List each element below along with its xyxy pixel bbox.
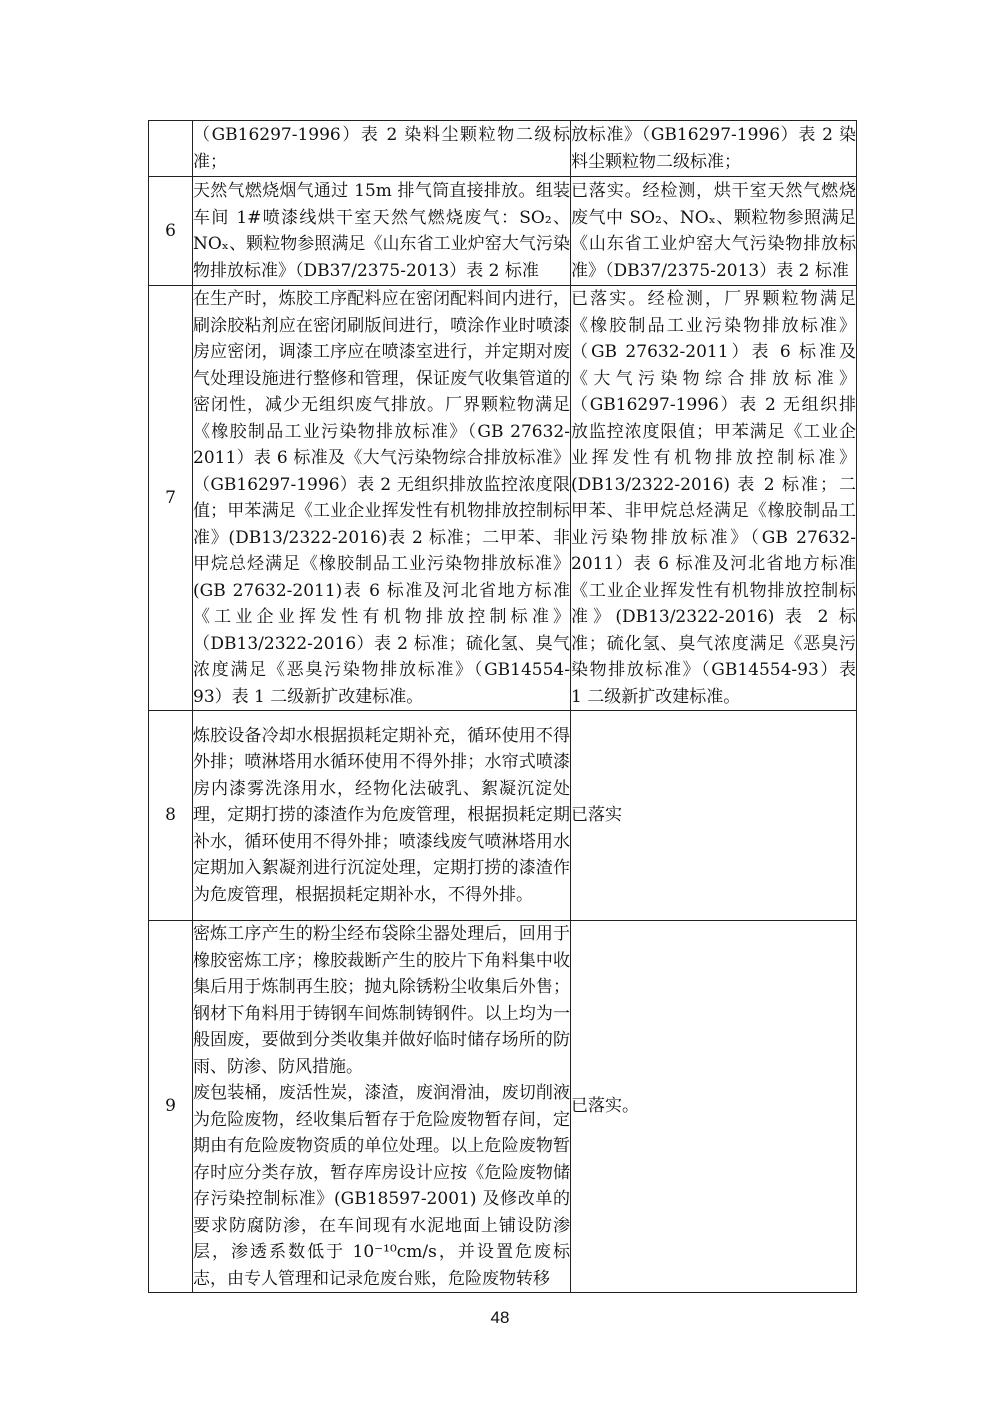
row-number: 8 bbox=[149, 711, 193, 921]
result-paragraph: 已落实 bbox=[571, 805, 622, 826]
result-paragraph: 已落实。经检测，烘干室天然气燃烧废气中 SO₂、NOₓ、颗粒物参照满足《山东省工业炉窑大气污染物排放标准》（DB37/2375-2013）表 2 标准 bbox=[571, 181, 856, 281]
result-cell bbox=[571, 921, 857, 1293]
requirement-paragraph: 在生产时，炼胶工序配料应在密闭配料间内进行，刷涂胶粘剂应在密闭刷版间进行，喷涂作业时喷漆房应密闭，调漆工序应在喷漆室进行，并定期对废气处理设施进行整修和管理，保证废气收集管道的密闭性，减少无组织废气排放。厂界颗粒物满足《橡胶制品工业污染物排放标准》（GB 27632-2011）表 6 标准及《大气污染物综合排放标准》（GB16297-1996）表 2 无组织排放监控浓度限值；甲苯满足《工业企业挥发性有机物排放控制标准》(DB13/2322-2016)表 2 标准；二甲苯、非甲烷总烃满足《橡胶制品工业污染物排放标准》(GB 27632-2011)表 6 标准及河北省地方标准《工业企业挥发性有机物排放控制标准》（DB13/2322-2016）表 2 标准；硫化氢、臭气浓度满足《恶臭污染物排放标准》（GB14554-93）表 1 二级新扩改建标准。 bbox=[193, 289, 570, 707]
row-number: 9 bbox=[149, 921, 193, 1293]
row-number: 7 bbox=[149, 286, 193, 711]
requirement-cell bbox=[193, 286, 571, 711]
table-row bbox=[149, 921, 857, 1293]
table-row bbox=[149, 711, 857, 921]
row-number: 6 bbox=[149, 177, 193, 286]
requirement-cell bbox=[193, 921, 571, 1293]
requirement-paragraph: （GB16297-1996）表 2 染料尘颗粒物二级标准； bbox=[193, 125, 570, 172]
result-paragraph: 已落实。经检测，厂界颗粒物满足《橡胶制品工业污染物排放标准》（GB 27632-2011）表 6 标准及《大气污染物综合排放标准》（GB16297-1996）表 2 无组织排放监控浓度限值；甲苯满足《工业企业挥发性有机物排放控制标准》(DB13/2322-2016) 表 2 标准；二甲苯、非甲烷总烃满足《橡胶制品工业污染物排放标准》（GB 27632-2011）表 6 标准及河北省地方标准《工业企业挥发性有机物排放控制标准》(DB13/2322-2016) 表 2 标准；硫化氢、臭气浓度满足《恶臭污染物排放标准》（GB14554-93）表 1 二级新扩改建标准。 bbox=[571, 289, 856, 707]
result-cell bbox=[571, 121, 857, 177]
result-cell bbox=[571, 286, 857, 711]
compliance-table bbox=[148, 120, 857, 1293]
requirement-paragraph: 废包装桶，废活性炭，漆渣，废润滑油，废切削液为危险废物，经收集后暂存于危险废物暂存间，定期由有危险废物资质的单位处理。以上危险废物暂存时应分类存放，暂存库房设计应按《危险废物储存污染控制标准》(GB18597-2001) 及修改单的要求防腐防渗，在车间现有水泥地面上铺设防渗层，渗透系数低于 10⁻¹⁰cm/s，并设置危废标志，由专人管理和记录危废台账，危险废物转移 bbox=[193, 1083, 570, 1289]
requirement-cell bbox=[193, 711, 571, 921]
page-number: 48 bbox=[490, 1308, 510, 1327]
requirement-paragraph: 天然气燃烧烟气通过 15m 排气筒直接排放。组装车间 1#喷漆线烘干室天然气燃烧废气：SO₂、NOₓ、颗粒物参照满足《山东省工业炉窑大气污染物排放标准》（DB37/2375-2013）表 2 标准 bbox=[193, 181, 570, 281]
result-cell bbox=[571, 177, 857, 286]
requirement-cell bbox=[193, 121, 571, 177]
requirement-cell bbox=[193, 177, 571, 286]
result-cell bbox=[571, 711, 857, 921]
requirement-paragraph: 密炼工序产生的粉尘经布袋除尘器处理后，回用于橡胶密炼工序；橡胶裁断产生的胶片下角料集中收集后用于炼制再生胶；抛丸除锈粉尘收集后外售；钢材下角料用于铸钢车间炼制铸钢件。以上均为一般固废，要做到分类收集并做好临时储存场所的防雨、防渗、防风措施。 bbox=[193, 924, 570, 1077]
table-row bbox=[149, 121, 857, 177]
table-row bbox=[149, 177, 857, 286]
table-row bbox=[149, 286, 857, 711]
row-number bbox=[149, 121, 193, 177]
result-paragraph: 放标准》（GB16297-1996）表 2 染料尘颗粒物二级标准； bbox=[571, 125, 856, 172]
result-paragraph: 已落实。 bbox=[571, 1096, 639, 1117]
requirement-paragraph: 炼胶设备冷却水根据损耗定期补充，循环使用不得外排；喷淋塔用水循环使用不得外排；水帘式喷漆房内漆雾洗涤用水，经物化法破乳、絮凝沉淀处理，定期打捞的漆渣作为危废管理，根据损耗定期补水，循环使用不得外排；喷漆线废气喷淋塔用水定期加入絮凝剂进行沉淀处理，定期打捞的漆渣作为危废管理，根据损耗定期补水，不得外排。 bbox=[193, 725, 570, 905]
